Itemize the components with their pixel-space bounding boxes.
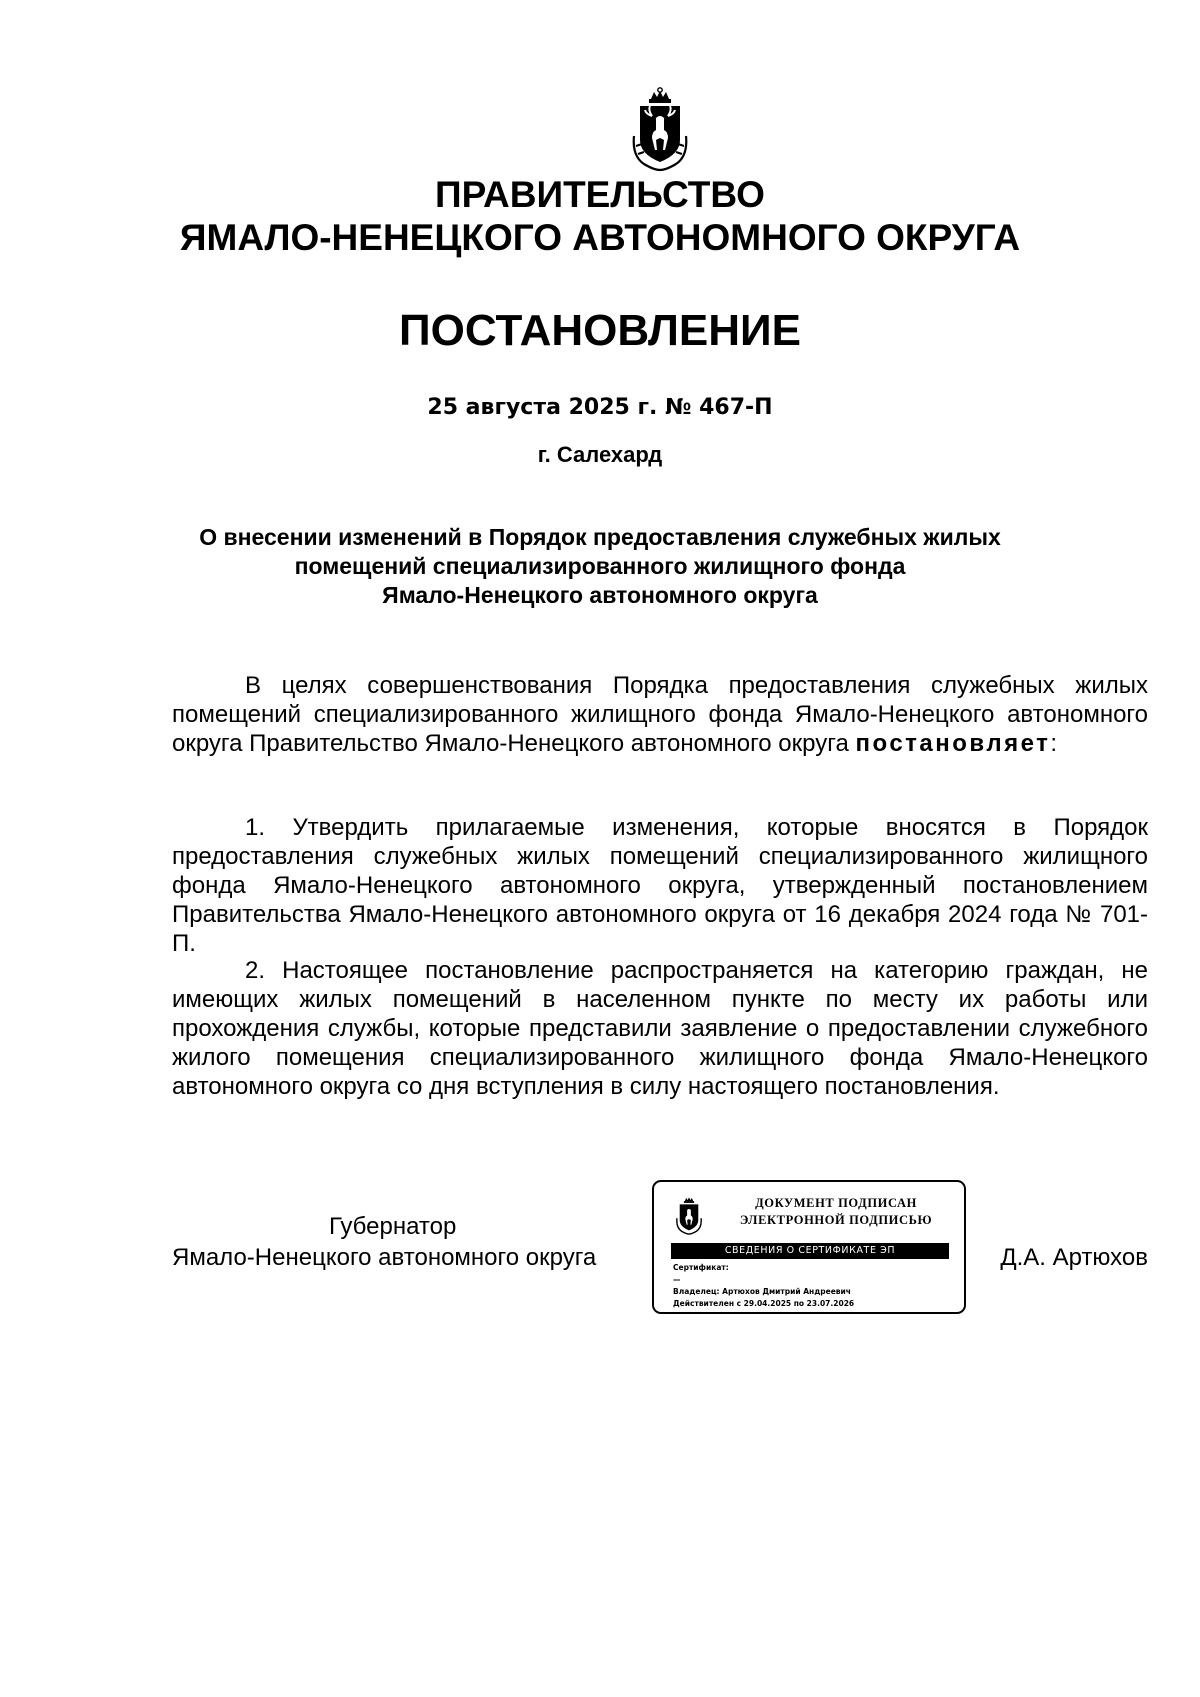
- stamp-title-line2: ЭЛЕКТРОННОЙ ПОДПИСЬЮ: [739, 1213, 933, 1227]
- stamp-certificate-bar: СВЕДЕНИЯ О СЕРТИФИКАТЕ ЭП: [671, 1243, 949, 1259]
- stamp-certificate-label: Сертификат:: [673, 1263, 729, 1272]
- stamp-certificate-validity: Действителен с 29.04.2025 по 23.07.2026: [673, 1299, 855, 1308]
- signatory-position-line1: Губернатор: [329, 1213, 457, 1240]
- subject-line: Ямало-Ненецкого автономного округа: [382, 582, 818, 608]
- organization-title-line1: ПРАВИТЕЛЬСТВО: [435, 174, 765, 215]
- item-2-paragraph: [172, 956, 1148, 1101]
- decree-word: постановляет: [855, 730, 1051, 757]
- decree-colon: :: [1050, 730, 1058, 757]
- stamp-certificate-owner: Владелец: Артюхов Дмитрий Андреевич: [673, 1287, 851, 1296]
- document-date-number: 25 августа 2025 г. № 467-П: [427, 395, 773, 420]
- stamp-title: [716, 1195, 956, 1229]
- organization-title-line2: ЯМАЛО-НЕНЕЦКОГО АВТОНОМНОГО ОКРУГА: [179, 217, 1021, 258]
- item-1-text: 1. Утвердить прилагаемые изменения, которые вносятся в Порядок предоставления служебных жилых помещений специализированного жилищного фонда Ямало-Ненецкого автономного округа, утвержденный постановлением Правительства Ямало-Ненецкого автономного округа от 16 декабря 2024 года № 701-П.: [172, 814, 1148, 957]
- item-1-paragraph: [172, 813, 1148, 958]
- stamp-certificate-info: [673, 1262, 953, 1310]
- coat-of-arms-emblem: [632, 86, 688, 172]
- signatory-position: [172, 1211, 642, 1273]
- signatory-name: Д.А. Артюхов: [1000, 1244, 1148, 1271]
- signatory-position-line2: Ямало-Ненецкого автономного округа: [172, 1244, 597, 1271]
- subject-line: О внесении изменений в Порядок предоставления служебных жилых: [199, 524, 1001, 550]
- document-city: г. Салехард: [537, 442, 663, 467]
- electronic-signature-stamp: [652, 1180, 966, 1314]
- preamble-text: В целях совершенствования Порядка предоставления служебных жилых помещений специализированного жилищного фонда Ямало-Ненецкого автономного округа Правительство Ямало-Ненецкого автономного округа: [172, 672, 1148, 757]
- document-subject: [170, 523, 1030, 610]
- subject-line: помещений специализированного жилищного фонда: [294, 553, 906, 579]
- stamp-emblem-icon: [676, 1194, 702, 1236]
- preamble-paragraph: [172, 671, 1148, 758]
- stamp-title-line1: ДОКУМЕНТ ПОДПИСАН: [755, 1196, 917, 1210]
- document-type-heading: ПОСТАНОВЛЕНИЕ: [398, 306, 802, 355]
- stamp-certificate-number: —: [673, 1275, 681, 1284]
- item-2-text: 2. Настоящее постановление распространяется на категорию граждан, не имеющих жилых помещений в населенном пункте по месту их работы или прохождения службы, которые представили заявление о предоставлении служебного жилого помещения специализированного жилищного фонда Ямало-Ненецкого автономного округа со дня вступления в силу настоящего постановления.: [172, 957, 1148, 1100]
